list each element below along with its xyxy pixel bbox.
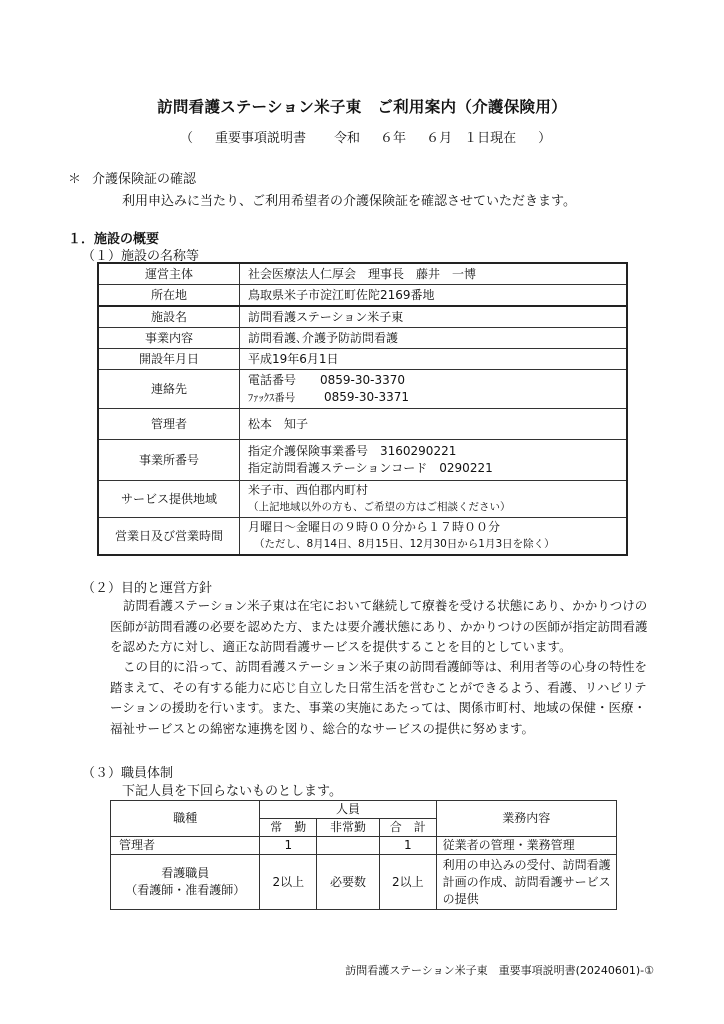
- hours-line1: 月曜日～金曜日の９時００分から１７時００分: [248, 520, 501, 534]
- staff-row-nurses: [111, 855, 617, 910]
- purpose-paragraph-2: この目的に沿って、訪問看護ステーション米子東の訪問看護師等は、利用者等の心身の特性を踏まえて、その有する能力に応じ自立した日常生活を営むことができるよう、看護、リハビリテーションの援助を行います。また、事業の実施にあたっては、関係市町村、地域の保健・医療・福祉サービスとの綿密な連携を図り、総合的なサービスの提供に努めます。: [110, 659, 648, 736]
- facility-row-contact: [98, 370, 627, 409]
- facility-row-hours: [98, 518, 627, 556]
- staff-row-manager: [111, 837, 617, 855]
- section1-sub3: （３）職員体制: [82, 766, 174, 781]
- tel-label: 電話番号: [248, 372, 297, 387]
- area-line2: （上記地域以外の方も、ご希望の方はご相談ください）: [248, 501, 511, 513]
- page-title: 訪問看護ステーション米子東 ご利用案内（介護保険用）: [157, 98, 567, 116]
- total-header: 合 計: [379, 819, 436, 837]
- purpose-paragraph-1: 訪問看護ステーション米子東は在宅において継続して療養を受ける状態にあり、かかりつけの医師が訪問看護の必要を認めた方、または要介護状態にあり、かかりつけの医師が指定訪問看護を認めた方に対し、適正な訪問看護サービスを提供することを目的としています。: [110, 598, 648, 654]
- area-line1: 米子市、西伯郡内町村: [248, 483, 369, 497]
- facility-row-name: [98, 306, 627, 328]
- hours-line2: （ただし、8月14日、8月15日、12月30日から1月3日を除く）: [254, 538, 555, 550]
- facility-name-label: 施設名: [98, 306, 240, 328]
- hours-label: 営業日及び営業時間: [98, 518, 240, 556]
- opened-value: 平成19年6月1日: [240, 349, 628, 370]
- subtitle-year: ６年: [380, 131, 407, 146]
- subtitle-open: （: [180, 131, 194, 146]
- section1-sub2: （２）目的と運営方針: [82, 581, 213, 596]
- facility-row-opened: [98, 349, 627, 370]
- section1-sub1: （１）施設の名称等: [82, 249, 200, 264]
- nurse-part: 必要数: [317, 855, 380, 910]
- part-time-header: 非常勤: [317, 819, 380, 837]
- facility-row-address: [98, 285, 627, 307]
- manager-value: 松本 知子: [240, 409, 628, 440]
- staff-note: 下記人員を下回らないものとします。: [122, 784, 342, 799]
- office-no-label: 事業所番号: [98, 440, 240, 481]
- hours-value: [240, 518, 628, 556]
- staff-header-row-1: [111, 801, 617, 819]
- manager-total: 1: [379, 837, 436, 855]
- manager-role: 管理者: [111, 837, 260, 855]
- nurse-total: 2以上: [379, 855, 436, 910]
- role-header: 職種: [111, 801, 260, 837]
- section1-heading: １．施設の概要: [68, 232, 160, 247]
- operator-value: 社会医療法人仁厚会 理事長 藤井 一博: [240, 263, 628, 285]
- facility-row-office-no: [98, 440, 627, 481]
- subtitle-era: 令和: [334, 131, 361, 146]
- area-label: サービス提供地域: [98, 481, 240, 518]
- office-no-line2: 指定訪問看護ステーションコード 0290221: [248, 461, 493, 475]
- full-time-header: 常 勤: [260, 819, 317, 837]
- insurance-body: 利用申込みに当たり、ご利用希望者の介護保険証を確認させていただきます。: [122, 194, 576, 209]
- fax-number: 0859-30-3371: [324, 389, 410, 404]
- manager-label: 管理者: [98, 409, 240, 440]
- subtitle-month: ６月: [426, 131, 453, 146]
- nurse-role-line1: 看護職員: [161, 866, 210, 880]
- facility-table: [97, 262, 628, 556]
- address-value: 鳥取県米子市淀江町佐陀2169番地: [240, 285, 628, 307]
- staff-count-header: 人員: [260, 801, 436, 819]
- subtitle-close: ）: [538, 131, 552, 146]
- facility-row-manager: [98, 409, 627, 440]
- page-subtitle: [180, 127, 551, 146]
- fax-label: ﾌｧｯｸｽ番号: [248, 391, 296, 404]
- nurse-role-line2: （看護師・准看護師）: [125, 883, 246, 897]
- subtitle-day: １日現在: [464, 131, 517, 146]
- duties-header: 業務内容: [436, 801, 616, 837]
- page-footer: 訪問看護ステーション米子東 重要事項説明書(20240601)-①: [345, 964, 654, 977]
- insurance-bullet: ＊: [68, 172, 82, 187]
- facility-row-area: [98, 481, 627, 518]
- office-no-line1: 指定介護保険事業番号 3160290221: [248, 444, 457, 458]
- contact-label: 連絡先: [98, 370, 240, 409]
- manager-duties: 従業者の管理・業務管理: [436, 837, 616, 855]
- facility-row-operator: [98, 263, 627, 285]
- nurse-role: [111, 855, 260, 910]
- services-value: 訪問看護､介護予防訪問看護: [240, 328, 628, 349]
- area-value: [240, 481, 628, 518]
- subtitle-doc-name: 重要事項説明書: [215, 131, 307, 146]
- nurse-full: 2以上: [260, 855, 317, 910]
- office-no-value: [240, 440, 628, 481]
- tel-number: 0859-30-3370: [320, 372, 406, 387]
- facility-name-value: 訪問看護ステーション米子東: [240, 306, 628, 328]
- contact-value: [240, 370, 628, 409]
- insurance-heading: 介護保険証の確認: [92, 172, 197, 187]
- address-label: 所在地: [98, 285, 240, 307]
- manager-part: [317, 837, 380, 855]
- nurse-duties: 利用の申込みの受付、訪問看護計画の作成、訪問看護サービスの提供: [436, 855, 616, 910]
- services-label: 事業内容: [98, 328, 240, 349]
- facility-row-services: [98, 328, 627, 349]
- opened-label: 開設年月日: [98, 349, 240, 370]
- staff-table: [110, 800, 617, 910]
- manager-full: 1: [260, 837, 317, 855]
- operator-label: 運営主体: [98, 263, 240, 285]
